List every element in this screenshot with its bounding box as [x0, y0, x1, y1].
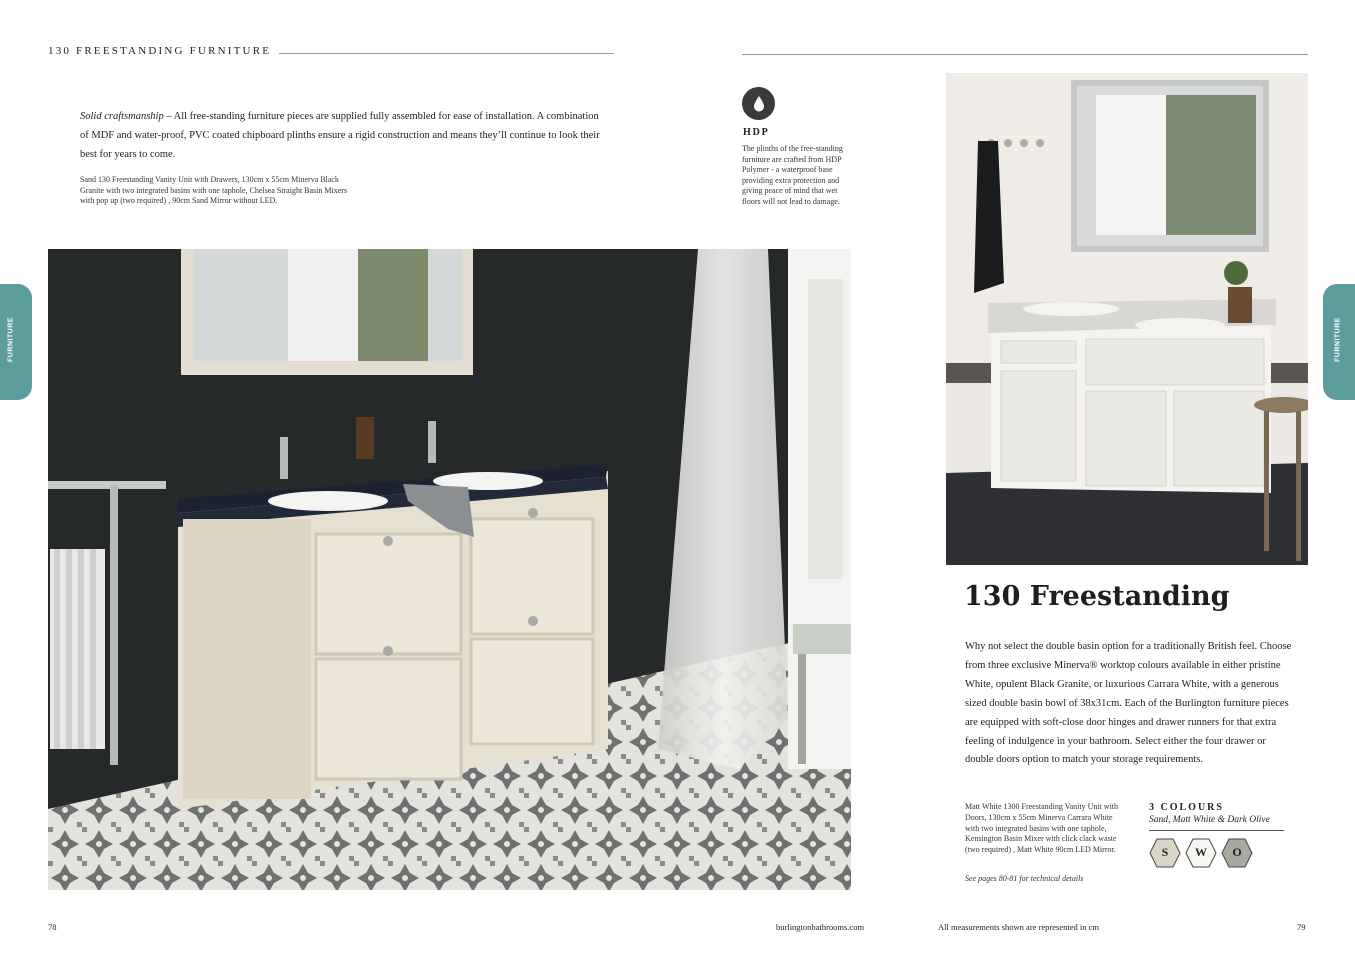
product-title: 130 Freestanding	[964, 581, 1230, 612]
hdp-description: The plinths of the free-standing furniture are crafted from HDP Polymer - a waterproof base providing extra protection and giving peace of mind that wet floors will not lead to damage.	[742, 144, 843, 206]
side-tab-right[interactable]	[1323, 284, 1355, 400]
hdp-title: HDP	[743, 127, 770, 138]
colours-rule	[1149, 830, 1284, 831]
colours-title: 3 COLOURS	[1149, 802, 1224, 813]
page-number-left: 78	[48, 922, 57, 932]
photo-caption-left: Sand 130 Freestanding Vanity Unit with Drawers, 130cm x 55cm Minerva Black Granite with two integrated basins with one taphole, Chelsea Straight Basin Mixers with pop up (two required) , 90cm Sand Mirror without LED.	[80, 175, 348, 206]
main-product-photo	[48, 249, 851, 890]
photo-caption-right: Matt White 1300 Freestanding Vanity Unit with Doors, 130cm x 55cm Minerva Carrara White with two integrated basins with one taphole, Kensington Basin Mixer with click clack waste (two required) , Matt White 90cm LED Mirror.	[965, 802, 1119, 855]
intro-text: – All free-standing furniture pieces are supplied fully assembled for ease of installation. A combination of MDF and water-proof, PVC coated chipboard plinths ensure a rigid construction and means they’ll continue to look their best for years to come.	[80, 111, 600, 160]
colour-swatch-sand-letter: S	[1161, 845, 1169, 859]
colour-swatch-olive-letter: O	[1232, 845, 1242, 859]
intro-lead: Solid craftsmanship	[80, 111, 164, 122]
product-description: Why not select the double basin option for a traditionally British feel. Choose from three exclusive Minerva® worktop colours available in either pristine White, opulent Black Granite, or luxurious Carrara White, with a generous sized double basin bowl of 38x31cm. Each of the Burlington furniture pieces are equipped with soft-close door hinges and drawer runners for that extra feeling of indulgence in your bathroom. Select either the four drawer or double doors option to match your storage requirements.	[965, 641, 1292, 766]
water-drop-icon	[742, 87, 775, 120]
colour-swatch-olive[interactable]	[1221, 838, 1253, 868]
section-title: 130 FREESTANDING FURNITURE	[48, 45, 272, 57]
page-number-right: 79	[1297, 922, 1306, 932]
header-rule-right	[742, 54, 1308, 55]
colour-swatch-sand[interactable]	[1149, 838, 1181, 868]
header-rule	[279, 53, 614, 54]
side-tab-right-label: FURNITURE	[1334, 317, 1342, 362]
colours-subtitle: Sand, Matt White & Dark Olive	[1149, 815, 1270, 825]
colour-swatch-white-letter: W	[1195, 845, 1207, 859]
colour-swatch-white[interactable]	[1185, 838, 1217, 868]
secondary-product-photo	[946, 73, 1308, 565]
section-header	[48, 45, 614, 57]
intro-paragraph	[80, 107, 600, 164]
technical-details-note: See pages 80-81 for technical details	[965, 874, 1084, 883]
measurements-note: All measurements shown are represented in cm	[938, 922, 1099, 932]
side-tab-left-label: FURNITURE	[7, 317, 15, 362]
side-tab-left[interactable]	[0, 284, 32, 400]
website-link[interactable]: burlingtonbathrooms.com	[776, 922, 865, 932]
